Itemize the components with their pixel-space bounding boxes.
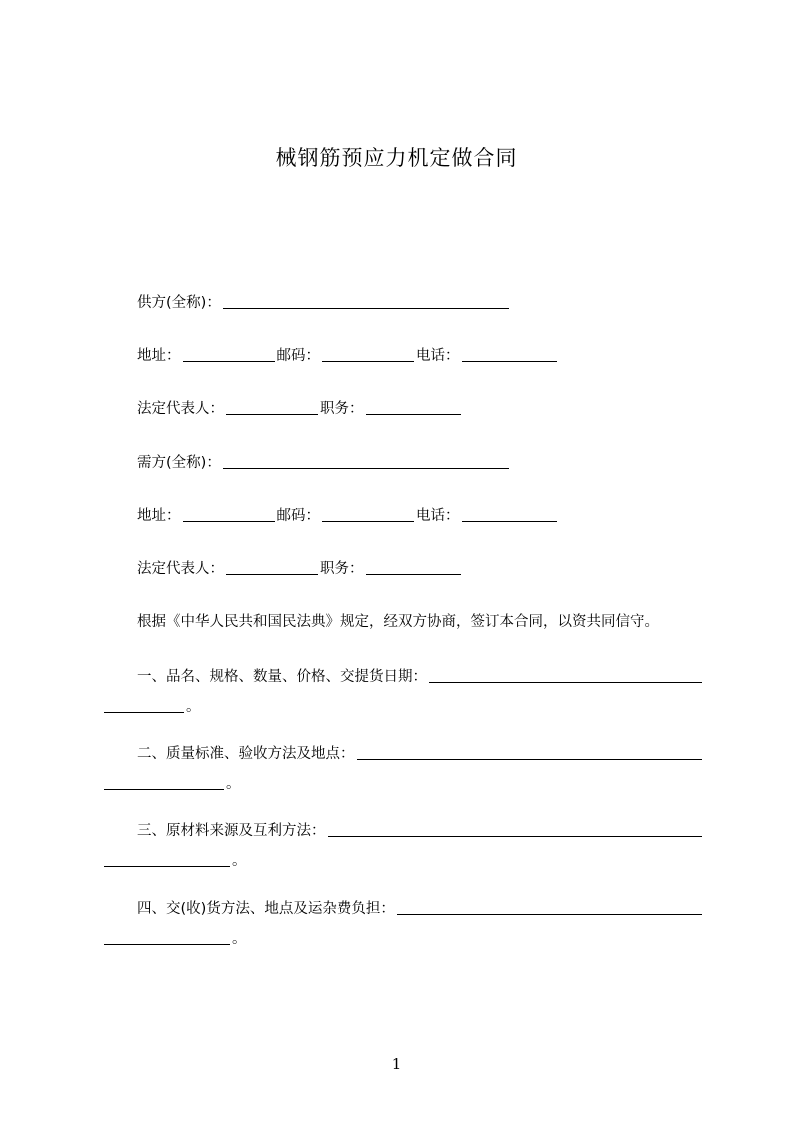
buyer-address-blank[interactable] — [183, 507, 275, 522]
clause-1-blank[interactable] — [429, 668, 702, 683]
clause-4-blank[interactable] — [397, 900, 702, 915]
clause-2-end: 。 — [226, 776, 241, 792]
buyer-postcode-blank[interactable] — [322, 507, 414, 522]
supplier-phone-blank[interactable] — [462, 347, 557, 362]
clause-2-blank-cont[interactable] — [104, 775, 224, 790]
clause-2 — [104, 741, 702, 793]
supplier-contact-line — [137, 343, 559, 365]
buyer-name-label: 需方(全称)： — [137, 455, 221, 471]
supplier-address-blank[interactable] — [183, 347, 275, 362]
buyer-address-label: 地址： — [137, 508, 181, 524]
clause-1-end: 。 — [186, 699, 201, 715]
clause-2-label: 二、质量标准、验收方法及地点： — [137, 746, 355, 762]
preamble-text: 根据《中华人民共和国民法典》规定，经双方协商，签订本合同，以资共同信守。 — [137, 614, 659, 630]
clause-3-blank[interactable] — [328, 822, 703, 837]
clause-4-end: 。 — [232, 931, 247, 947]
buyer-position-blank[interactable] — [366, 560, 461, 575]
buyer-phone-blank[interactable] — [462, 507, 557, 522]
supplier-address-label: 地址： — [137, 348, 181, 364]
clause-3-label: 三、原材料来源及互利方法： — [137, 823, 326, 839]
clause-4-blank-cont[interactable] — [104, 930, 230, 945]
supplier-name-line — [137, 290, 511, 312]
clause-3-end: 。 — [232, 853, 247, 869]
clause-3 — [104, 818, 702, 870]
document-title: 械钢筋预应力机定做合同 — [275, 146, 518, 170]
supplier-phone-label: 电话： — [416, 348, 460, 364]
clause-2-blank[interactable] — [357, 745, 703, 760]
supplier-position-blank[interactable] — [366, 400, 461, 415]
clause-1-blank-cont[interactable] — [104, 698, 184, 713]
clause-4 — [104, 896, 702, 948]
supplier-name-label: 供方(全称)： — [137, 295, 221, 311]
buyer-name-blank[interactable] — [223, 454, 509, 469]
supplier-rep-label: 法定代表人： — [137, 401, 224, 417]
clause-4-label: 四、交(收)货方法、地点及运杂费负担： — [137, 901, 395, 917]
buyer-name-line — [137, 450, 511, 472]
supplier-rep-blank[interactable] — [226, 400, 318, 415]
clause-1-label: 一、品名、规格、数量、价格、交提货日期： — [137, 669, 427, 685]
buyer-contact-line — [137, 503, 559, 525]
supplier-postcode-label: 邮码： — [276, 348, 320, 364]
buyer-postcode-label: 邮码： — [276, 508, 320, 524]
buyer-rep-label: 法定代表人： — [137, 561, 224, 577]
clause-3-blank-cont[interactable] — [104, 852, 230, 867]
buyer-position-label: 职务： — [320, 561, 364, 577]
buyer-rep-blank[interactable] — [226, 560, 318, 575]
page-number: 1 — [391, 1055, 402, 1073]
supplier-postcode-blank[interactable] — [322, 347, 414, 362]
buyer-rep-line — [137, 556, 463, 578]
preamble-line — [137, 609, 659, 631]
supplier-rep-line — [137, 396, 463, 418]
supplier-name-blank[interactable] — [223, 294, 509, 309]
clause-1 — [104, 664, 702, 716]
buyer-phone-label: 电话： — [416, 508, 460, 524]
supplier-position-label: 职务： — [320, 401, 364, 417]
